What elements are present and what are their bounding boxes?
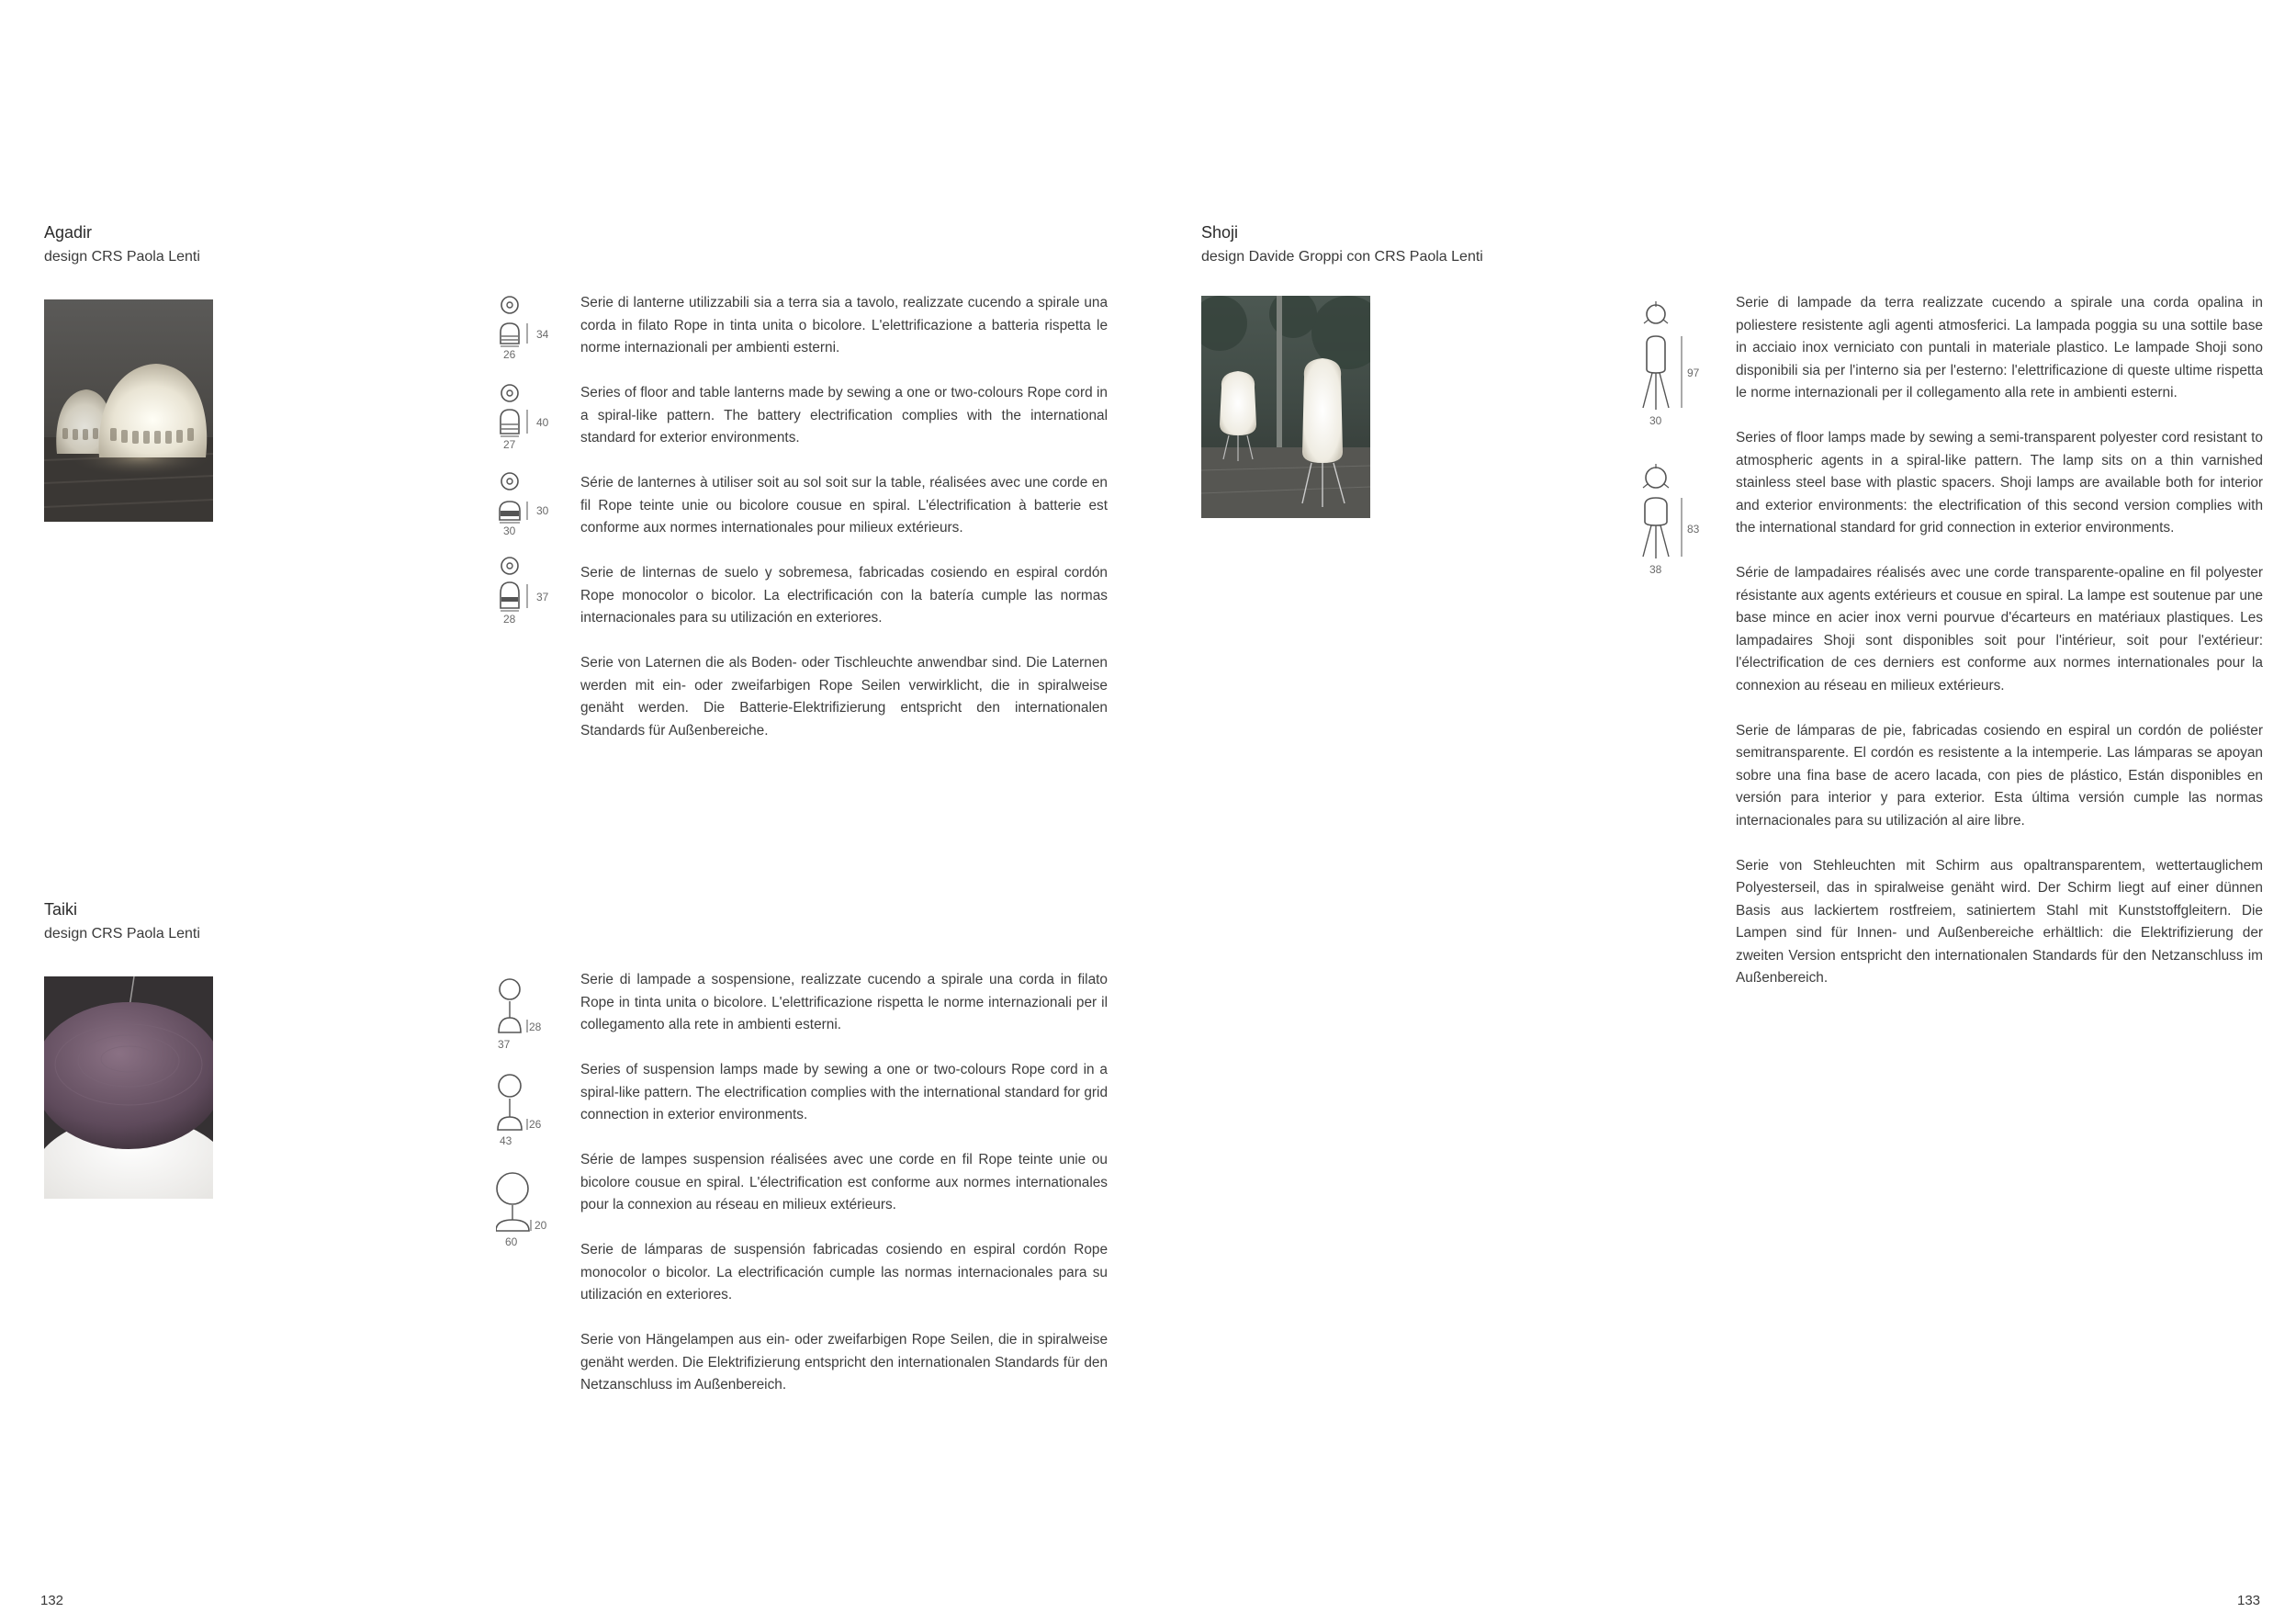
taiki-text-it: Serie di lampade a sospensione, realizzate cucendo a spirale una corda in filato Rope in tinta unita o bicolore. L'elettrificazione rispetta le norme internazionali per il collegamento alla rete in ambienti esterni. [580,972,1108,1032]
agadir-text-de: Serie von Laternen die als Boden- oder Tischleuchte anwendbar sind. Die Laternen werden mit ein- oder zweifarbigen Rope Seilen verwirklicht, die in spiralweise genäht werden. Die Batterie-Elektrifizierung entspricht den internationalen Standards für Außenbereiche. [580,655,1108,739]
floor-lamp-diagram-icon [1639,463,1694,564]
shoji-title: Shoji [1201,223,1239,242]
shoji-text-it: Serie di lampade da terra realizzate cucendo a spirale una corda opalina in poliestere resistente agli agenti atmosferici. La lampada poggia su una sottile base in acciaio inox verniciato con puntali in materiale plastico. Le lampade Shoji sono disponibili sia per l'interno sia per l'esterno: l'elettrificazione di queste ultime rispetta le norme internazionali per il collegamento alla rete in ambienti esterni. [1736,295,2263,400]
agadir-icon-2 [496,384,549,451]
agadir-icon-4-width: 28 [503,613,516,626]
taiki-icon-2 [496,1073,542,1147]
taiki-designer: design CRS Paola Lenti [44,926,200,942]
taiki-icon-2-height: 26 [529,1118,542,1131]
agadir-text-en: Series of floor and table lanterns made by sewing a one or two-colours Rope cord in a spiral-like pattern. The battery electrification complies with the international standard for exterior environments. [580,385,1108,445]
agadir-title: Agadir [44,223,93,242]
agadir-icon-2-width: 27 [503,438,516,451]
taiki-icon-1-height: 28 [529,1021,542,1033]
suspension-lamp-diagram-icon [496,1073,533,1141]
suspension-lamp-diagram-icon [496,1172,533,1244]
lantern-diagram-icon [496,557,533,621]
shoji-icon-1-height: 97 [1687,367,1700,379]
agadir-text-it: Serie di lanterne utilizzabili sia a terra sia a tavolo, realizzate cucendo a spirale una corda in filato Rope in tinta unita o bicolore. L'elettrificazione a batteria rispetta le norme internazionali per ambienti esterni. [580,295,1108,355]
taiki-text-fr: Série de lampes suspension réalisées avec une corde en fil Rope teinte unie ou bicolore cousue en spiral. L'électrification est conforme aux normes internationales pour la connexion au réseau en milieux extérieurs. [580,1152,1108,1212]
shoji-icon-2-width: 38 [1649,563,1662,576]
taiki-icon-3-height: 20 [535,1219,547,1232]
page-number-right: 133 [2237,1593,2261,1608]
taiki-icon-3 [496,1172,547,1248]
agadir-icon-3-height: 30 [536,504,549,517]
agadir-icon-4-height: 37 [536,591,549,603]
agadir-photo [44,299,213,522]
agadir-description [580,292,1108,742]
agadir-icon-1 [496,296,549,361]
taiki-icon-2-width: 43 [500,1134,512,1147]
taiki-title: Taiki [44,900,78,919]
taiki-text-es: Serie de lámparas de suspensión fabricadas cosiendo en espiral cordón Rope monocolor o bicolor. La electrificación cumple las normas internacionales para su utilización en exteriores. [580,1242,1108,1303]
floor-lamp-diagram-icon [1639,299,1694,415]
shoji-icon-2-height: 83 [1687,523,1700,536]
agadir-icon-1-height: 34 [536,328,549,341]
agadir-icon-4 [496,557,549,626]
page-number-left: 132 [40,1593,64,1608]
agadir-icon-3-width: 30 [503,524,516,537]
shoji-text-en: Series of floor lamps made by sewing a semi-transparent polyester cord resistant to atmospheric agents in a spiral-like pattern. The lamp sits on a thin varnished stainless steel base with plastic spacers. Shoji lamps are available both for interior and exterior environments: the electrification of this second version complies with the international standard for grid connection in exterior environments. [1736,430,2263,536]
agadir-icon-1-width: 26 [503,348,516,361]
taiki-photo [44,976,213,1199]
shoji-icon-2 [1639,463,1700,576]
shoji-icon-1 [1639,299,1700,427]
agadir-text-fr: Série de lanternes à utiliser soit au sol soit sur la table, réalisées avec une corde en fil Rope teinte unie ou bicolore cousue en spiral. L'électrification à batterie est conforme aux normes internationales pour milieux extérieurs. [580,475,1108,536]
shoji-photo [1201,296,1370,518]
agadir-text-es: Serie de linternas de suelo y sobremesa, fabricadas cosiendo en espiral cordón Rope monocolor o bicolor. La electrificación con la batería cumple las normas internacionales para su utilización en exteriores. [580,565,1108,626]
shoji-icon-1-width: 30 [1649,414,1662,427]
shoji-description [1736,292,2263,990]
suspension-lamp-diagram-icon [496,977,533,1045]
taiki-icon-3-width: 60 [505,1235,518,1248]
taiki-icon-1-width: 37 [498,1038,511,1051]
taiki-text-en: Series of suspension lamps made by sewing a one or two-colours Rope cord in a spiral-like pattern. The electrification complies with the international standard for grid connection in exterior environments. [580,1062,1108,1122]
shoji-text-es: Serie de lámparas de pie, fabricadas cosiendo en espiral un cordón de poliéster semitransparente. El cordón es resistente a la intemperie. Las lámparas se apoyan sobre una fina base de acero lacada, con pies de plástico, Están disponibles en versión para interior y para exterior. Esta última versión cumple las normas internacionales para su utilización al aire libre. [1736,722,2263,829]
taiki-text-de: Serie von Hängelampen aus ein- oder zweifarbigen Rope Seilen, die in spiralweise genäht werden. Die Elektrifizierung entspricht den internationalen Standards für den Netzanschluss im Außenbereich. [580,1332,1108,1393]
shoji-text-fr: Série de lampadaires réalisés avec une corde transparente-opaline en fil polyester résistante aux agents extérieurs et cousue en spiral. La lampe est soutenue par une base mince en acier inox verni pourvue d'écarteurs en matériaux plastiques. Les lampadaires Shoji sont disponibles soit pour l'intérieur, soit pour l'extérieur: l'électrification de ces derniers est conforme aux normes internationales pour la connexion au réseau en milieux extérieurs. [1736,565,2263,694]
agadir-designer: design CRS Paola Lenti [44,249,200,265]
agadir-icon-2-height: 40 [536,416,549,429]
shoji-designer: design Davide Groppi con CRS Paola Lenti [1201,249,1483,265]
taiki-icon-1 [496,977,542,1051]
agadir-icon-3 [496,472,549,537]
shoji-text-de: Serie von Stehleuchten mit Schirm aus opaltransparentem, wettertauglichem Polyesterseil, das in spiralweise genäht wird. Der Schirm liegt auf einer dünnen Basis aus lackiertem rostfreiem, satiniertem Stahl mit Kunststoffgleitern. Die Lampen sind für Innen- und Außenbereiche erhältlich: die Elektrifizierung der zweiten Version entspricht den internationalen Standards für den Netzanschluss im Außenbereich. [1736,857,2263,986]
taiki-description [580,969,1108,1397]
